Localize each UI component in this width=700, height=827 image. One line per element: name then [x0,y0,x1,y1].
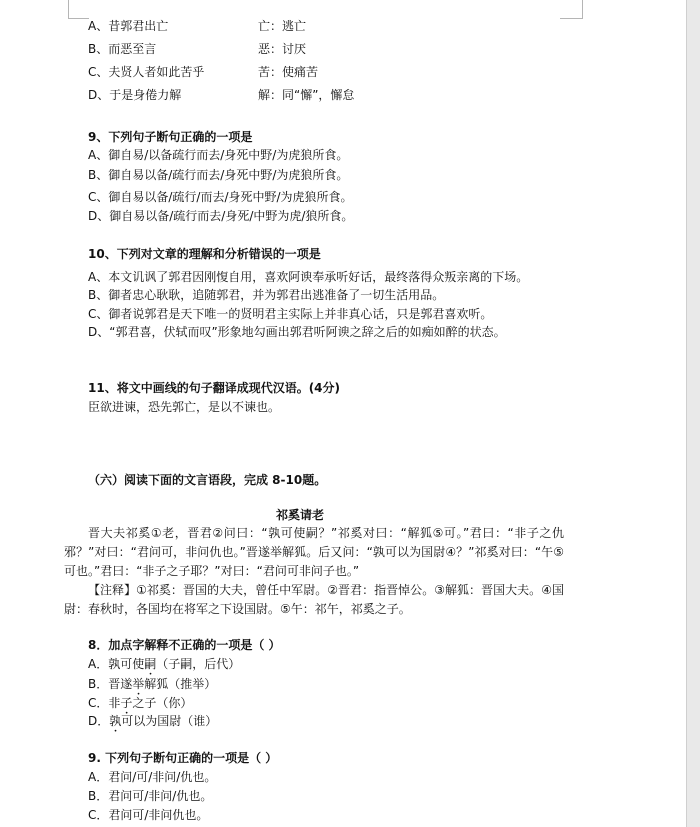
vertical-scrollbar[interactable] [686,0,700,827]
q8b-option-d-pre: D． [88,714,110,728]
passage-notes: 【注释】①祁奚：晋国的大夫，曾任中军尉。②晋君：指晋悼公。③解狐：晋国大夫。④国尉：春秋时，各国均在将军之下设国尉。⑤午：祁午，祁奚之子。 [64,583,564,616]
passage-body: 晋大夫祁奚①老，晋君②问曰：“孰可使嗣？”祁奚对曰：“解狐⑤可。”君曰：“非子之仇邪？”对曰：“君问可，非问仇也。”晋遂举解狐。后又问：“孰可以为国尉④？”祁奚对曰：“午⑤可也。”君曰：“非子之子耶？”对曰：“君问可非问子也。” [64,526,564,578]
q9b-stem: 9. 下列句子断句正确的一项是（ ） [88,751,278,765]
q9b-option-a: A．君问/可/非问/仇也。 [88,770,217,784]
q8b-option-d-post: 可以为国尉（谁） [121,714,218,728]
section6-heading: （六）阅读下面的文言语段，完成 8-10题。 [88,473,327,487]
q8b-option-b-post: 解狐（推举） [144,677,217,691]
q8b-option-c-post: 之子（你） [132,696,193,710]
q10-option-a: A、本文讥讽了郭君因刚愎自用，喜欢阿谀奉承听好话，最终落得众叛亲离的下场。 [88,270,529,284]
q8b-option-b [88,677,216,698]
q8b-option-d [88,714,217,735]
q8b-option-b-pre: B．晋遂 [88,677,133,691]
q8b-option-b-dotted: 举 [132,677,145,691]
q9-option-d: D、御自易以备/疏行而去/身死/中野为虎/狼所食。 [88,209,354,223]
q8b-option-a-dotted: 嗣 [144,657,157,671]
passage-title: 祁奚请老 [275,508,324,522]
q9-stem: 9、下列句子断句正确的一项是 [88,130,253,144]
q10-option-b: B、御者忠心耿耿，追随郭君，并为郭君出逃准备了一切生活用品。 [88,288,445,302]
q9-option-c: C、御自易以备/疏行/而去/身死中野/为虎狼所食。 [88,190,353,204]
q7-option-d-gloss: 解：同“懈”，懈怠 [258,88,355,102]
q7-option-b-gloss: 恶：讨厌 [258,42,307,56]
q8b-option-a [88,657,240,678]
page-corner-mark-right [560,0,583,19]
q7-option-a: A、昔郭君出亡 [88,19,169,33]
q10-stem: 10、下列对文章的理解和分析错误的一项是 [88,247,321,261]
q10-option-d: D、“郭君喜，伏轼而叹”形象地勾画出郭君听阿谀之辞之后的如痴如醉的状态。 [88,325,506,339]
q8b-stem: 8．加点字解释不正确的一项是（ ） [88,638,281,652]
q9-option-b: B、御自易以备/疏行而去/身死中野/为虎狼所食。 [88,168,349,182]
q9-option-a: A、御自易/以备疏行而去/身死中野/为虎狼所食。 [88,148,349,162]
q7-option-c: C、夫贤人者如此苦乎 [88,65,205,79]
q11-stem: 11、将文中画线的句子翻译成现代汉语。(4分) [88,381,341,395]
q8b-option-c-dotted: 子 [120,696,133,710]
q7-option-c-gloss: 苦：使痛苦 [258,65,319,79]
q7-option-d: D、于是身倦力解 [88,88,182,102]
q8b-option-a-post: （子嗣，后代） [156,657,241,671]
q8b-option-c-pre: C．非 [88,696,121,710]
q7-option-b: B、而恶至言 [88,42,157,56]
q10-option-c: C、御者说郭君是天下唯一的贤明君主实际上并非真心话，只是郭君喜欢听。 [88,307,493,321]
q9b-option-c: C．君问可/非问仇也。 [88,808,209,822]
q7-option-a-gloss: 亡：逃亡 [258,19,307,33]
q9b-option-b: B．君问可/非问/仇也。 [88,789,213,803]
q8b-option-a-pre: A．孰可使 [88,657,145,671]
q11-sentence: 臣欲进谏，恐先郭亡，是以不谏也。 [88,400,281,414]
page-corner-mark-left [68,0,89,19]
q8b-option-d-dotted: 孰 [109,714,122,728]
